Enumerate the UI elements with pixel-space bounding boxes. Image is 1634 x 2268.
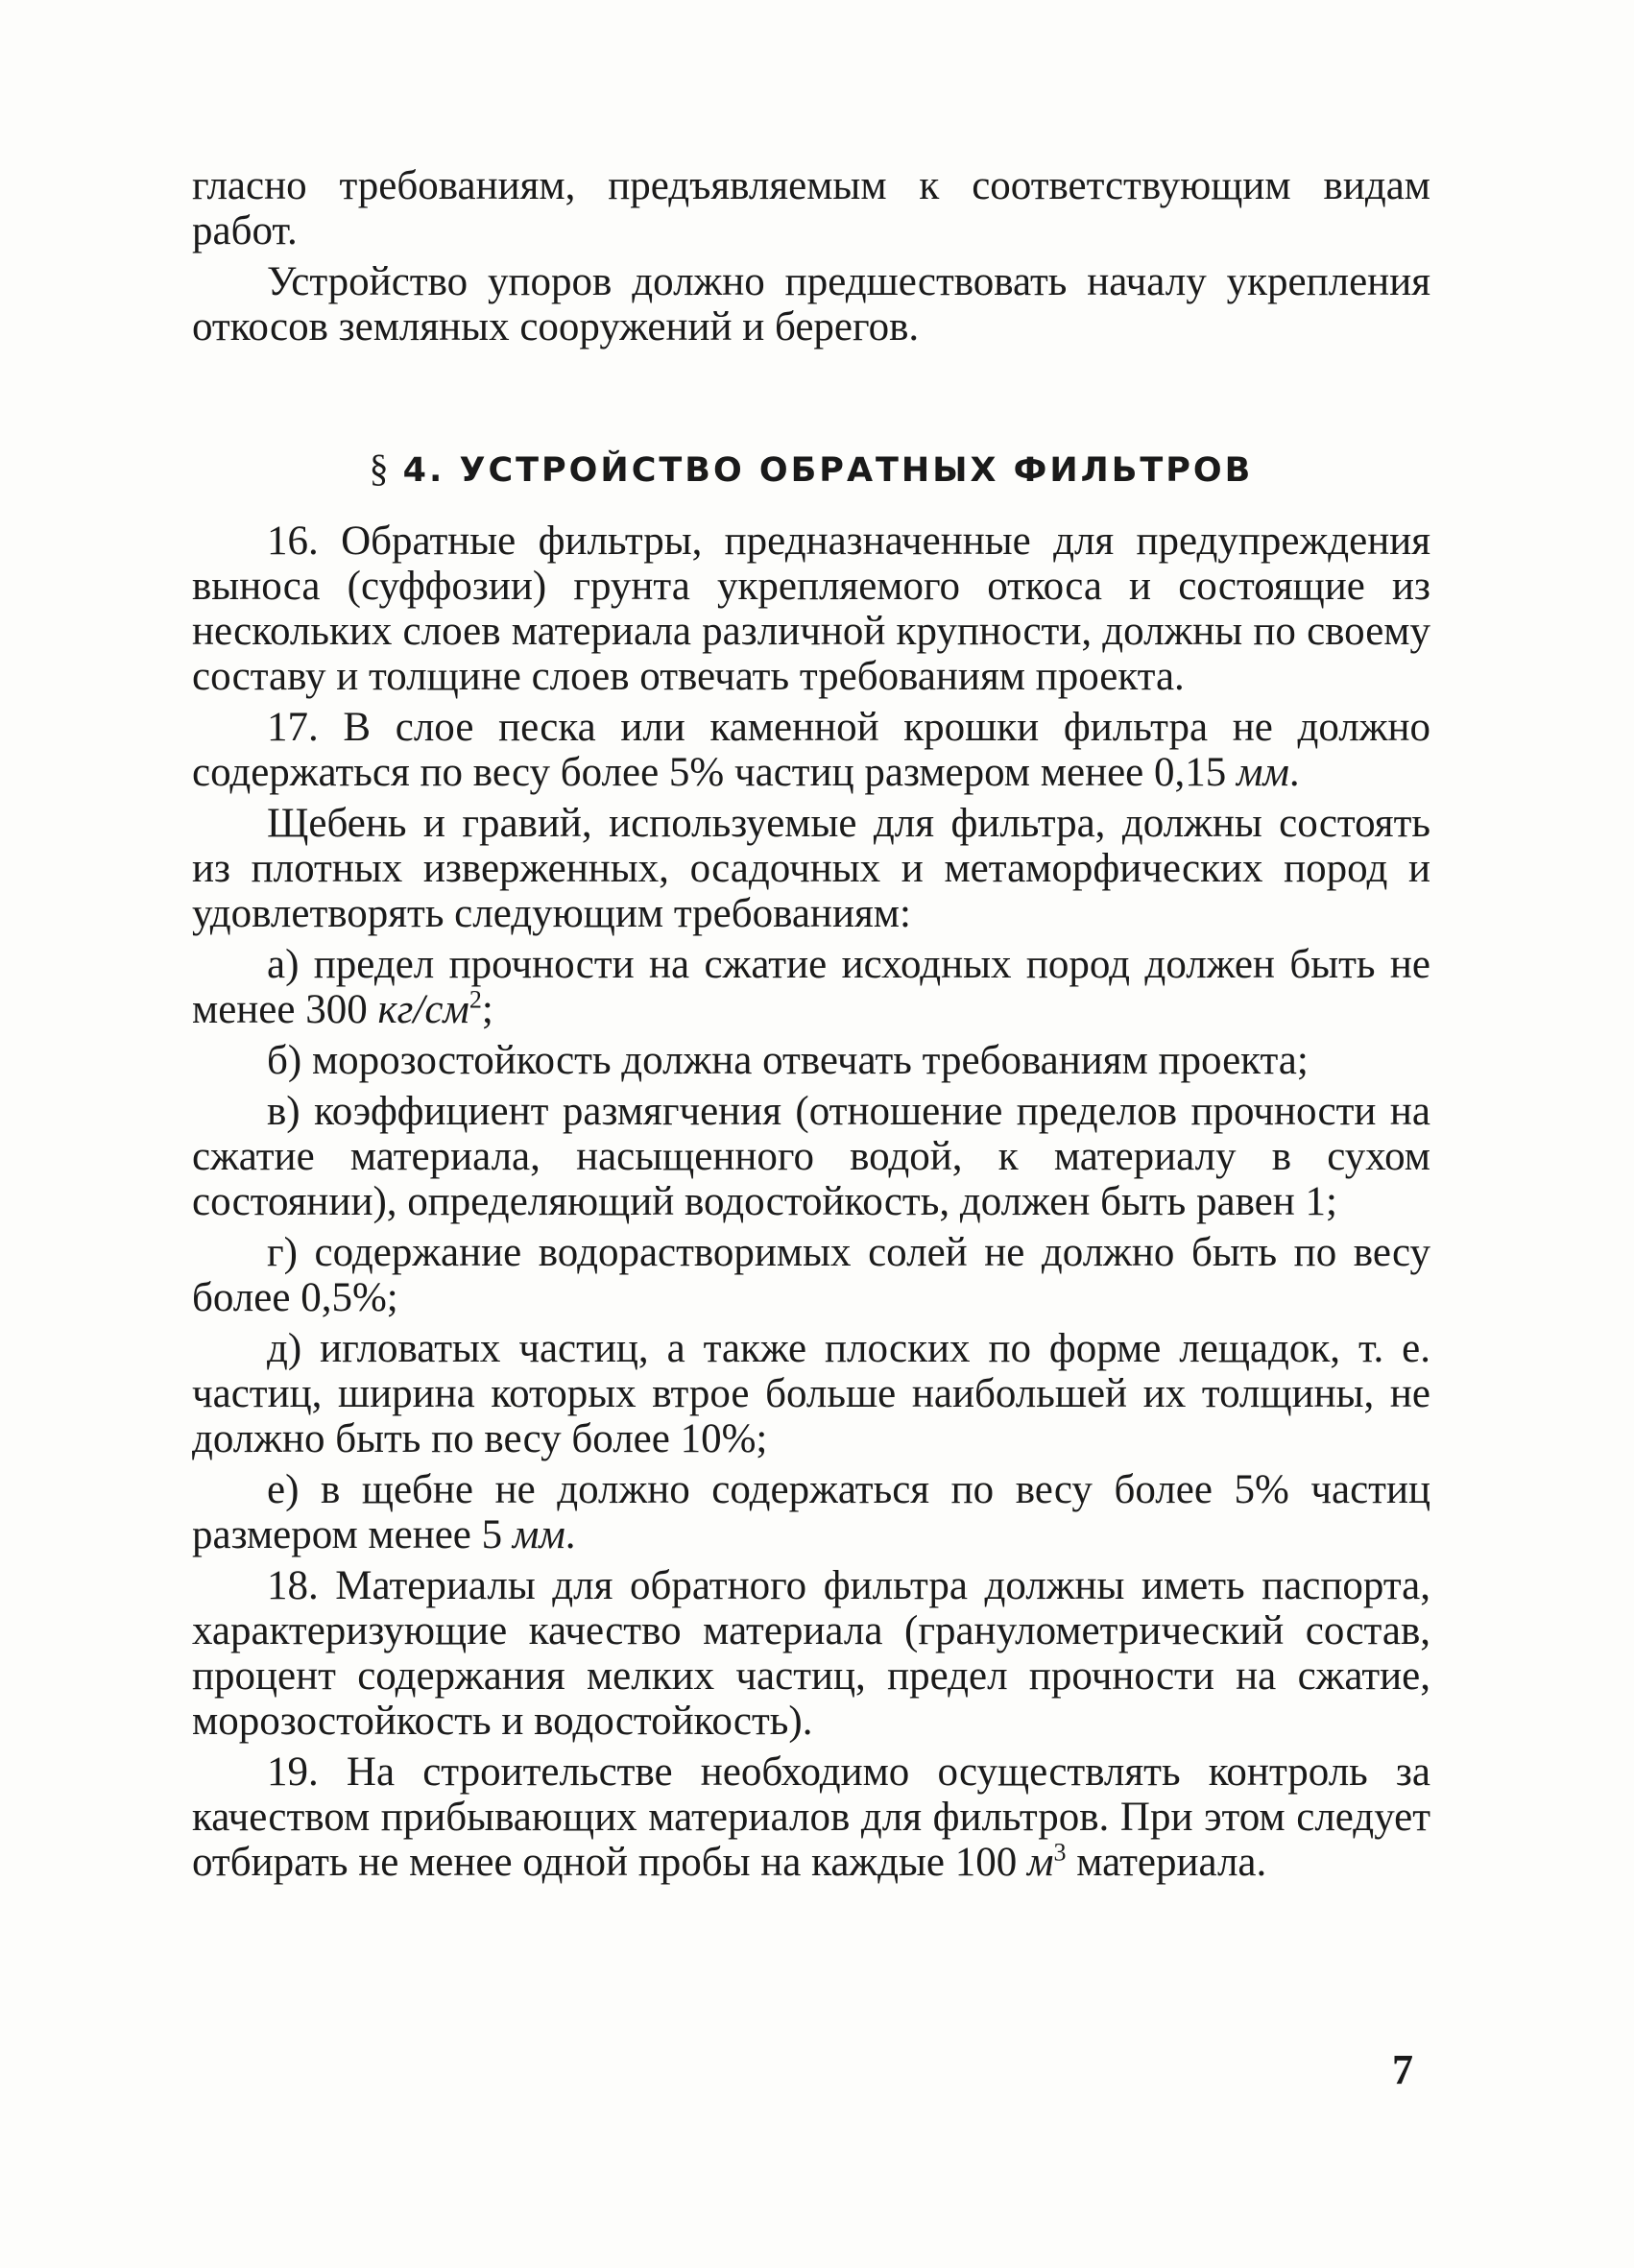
gravel-requirements-intro: Щебень и гравий, используемые для фильтра, должны состоять из плотных изверженных, осадочных и метаморфических пород и удовлетворять следующим требованиям: xyxy=(192,801,1430,936)
item-19-text: 19. На строительстве необходимо осуществлять контроль за качеством прибывающих материалов для фильтров. При этом следует отбирать не менее одной пробы на каждые 100 xyxy=(192,1749,1430,1885)
item-16-paragraph: 16. Обратные фильтры, предназначенные для предупреждения выноса (суффозии) грунта укрепляемого откоса и состоящие из нескольких слоев материала различной крупности, должны по своему составу и толщине слоев отвечать требованиям проекта. xyxy=(192,519,1430,699)
requirement-f-unit: мм xyxy=(512,1512,565,1557)
intro-paragraph-continuation: гласно требованиям, предъявляемым к соответствующим видам работ. xyxy=(192,163,1430,253)
requirement-b: б) морозостойкость должна отвечать требованиям проекта; xyxy=(267,1038,1309,1083)
requirement-c: в) коэффициент размягчения (отношение пределов прочности на сжатие материала, насыщенного водой, к материалу в сухом состоянии), определяющий водостойкость, должен быть равен 1; xyxy=(192,1089,1430,1224)
item-19-paragraph xyxy=(192,1749,1430,1885)
section-heading xyxy=(192,446,1430,494)
requirement-f xyxy=(192,1467,1430,1557)
section-symbol: § xyxy=(369,446,392,490)
requirement-a-text: а) предел прочности на сжатие исходных пород должен быть не менее 300 xyxy=(192,942,1430,1032)
requirement-d: г) содержание водорастворимых солей не должно быть по весу более 0,5%; xyxy=(192,1230,1430,1320)
item-17-end: . xyxy=(1288,750,1300,795)
requirement-a-end: ; xyxy=(481,987,493,1032)
item-19-exponent: 3 xyxy=(1053,1838,1067,1867)
requirement-a-unit: кг/см xyxy=(377,987,469,1032)
requirement-e: д) игловатых частиц, а также плоских по форме лещадок, т. е. частиц, ширина которых втрое больше наибольшей их толщины, не должно быть по весу более 10%; xyxy=(192,1326,1430,1461)
item-17-unit: мм xyxy=(1237,750,1289,795)
item-17-text: 17. В слое песка или каменной крошки фильтра не должно содержаться по весу более 5% частиц размером менее 0,15 xyxy=(192,705,1430,795)
item-19-end: материала. xyxy=(1066,1840,1267,1885)
requirement-a xyxy=(192,942,1430,1032)
section-title: 4. УСТРОЙСТВО ОБРАТНЫХ ФИЛЬТРОВ xyxy=(402,451,1254,490)
item-17-paragraph xyxy=(192,705,1430,795)
requirement-f-end: . xyxy=(565,1512,576,1557)
requirement-f-text: е) в щебне не должно содержаться по весу более 5% частиц размером менее 5 xyxy=(192,1467,1430,1557)
item-19-unit: м xyxy=(1027,1840,1054,1885)
page-number: 7 xyxy=(1392,2046,1413,2093)
item-18-paragraph: 18. Материалы для обратного фильтра должны иметь паспорта, характеризующие качество материала (гранулометрический состав, процент содержания мелких частиц, предел прочности на сжатие, морозостойкость и водостойкость). xyxy=(192,1563,1430,1744)
intro-paragraph-supports: Устройство упоров должно предшествовать началу укрепления откосов земляных сооружений и берегов. xyxy=(192,259,1430,350)
requirement-a-exponent: 2 xyxy=(469,985,482,1014)
text-column xyxy=(192,163,1430,1891)
